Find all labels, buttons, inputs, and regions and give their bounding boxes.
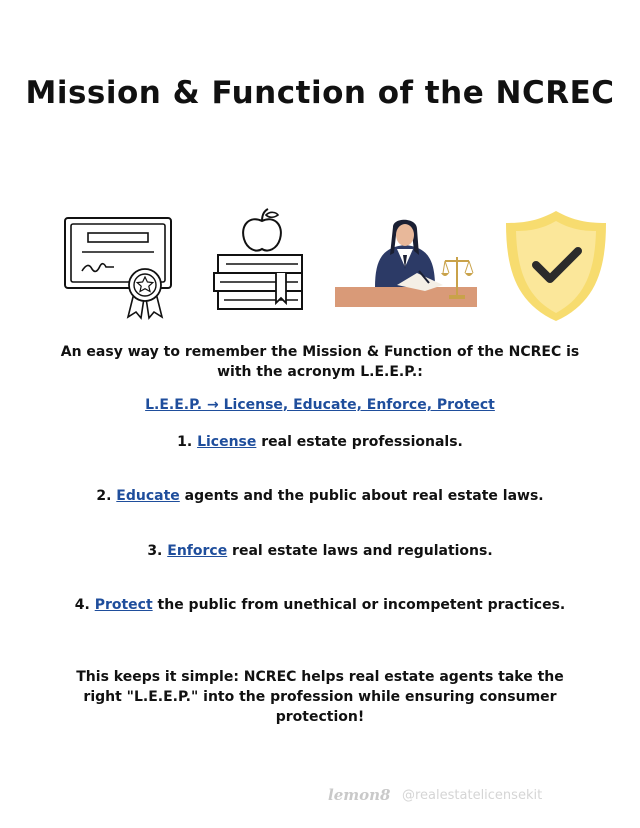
list-item	[0, 541, 640, 561]
item-number: 4.	[74, 597, 90, 613]
enforce-link[interactable]: Enforce	[167, 543, 228, 559]
lemon8-logo: lemon8	[328, 786, 391, 804]
closing-text: This keeps it simple: NCREC helps real estate agents take the right "L.E.E.P." into the profession while ensuring consumer protection!	[76, 669, 564, 725]
item-number: 1.	[177, 434, 193, 450]
protect-link[interactable]: Protect	[94, 597, 153, 613]
icon-row	[0, 205, 640, 330]
acronym-link[interactable]: L.E.E.P. → License, Educate, Enforce, Protect	[145, 397, 495, 413]
watermark-user: @realestatelicensekit	[402, 788, 543, 803]
item-text: the public from unethical or incompetent practices.	[152, 597, 566, 613]
certificate-icon	[62, 213, 176, 323]
acronym-line	[0, 397, 640, 413]
item-text: agents and the public about real estate laws.	[179, 488, 544, 504]
item-text: real estate professionals.	[256, 434, 463, 450]
item-number: 2.	[96, 488, 112, 504]
watermark	[0, 784, 640, 808]
lawyer-scales-icon	[335, 215, 477, 313]
list-item	[0, 486, 640, 506]
page-title: Mission & Function of the NCREC	[25, 75, 615, 111]
list-item	[0, 595, 640, 615]
license-link[interactable]: License	[197, 434, 257, 450]
item-number: 3.	[147, 543, 163, 559]
educate-link[interactable]: Educate	[116, 488, 180, 504]
intro-text: An easy way to remember the Mission & Function of the NCREC is with the acronym L.E.E.P.:	[60, 344, 580, 380]
books-apple-icon	[210, 207, 310, 315]
shield-check-icon	[500, 207, 612, 325]
item-text: real estate laws and regulations.	[227, 543, 493, 559]
list-item	[0, 432, 640, 452]
